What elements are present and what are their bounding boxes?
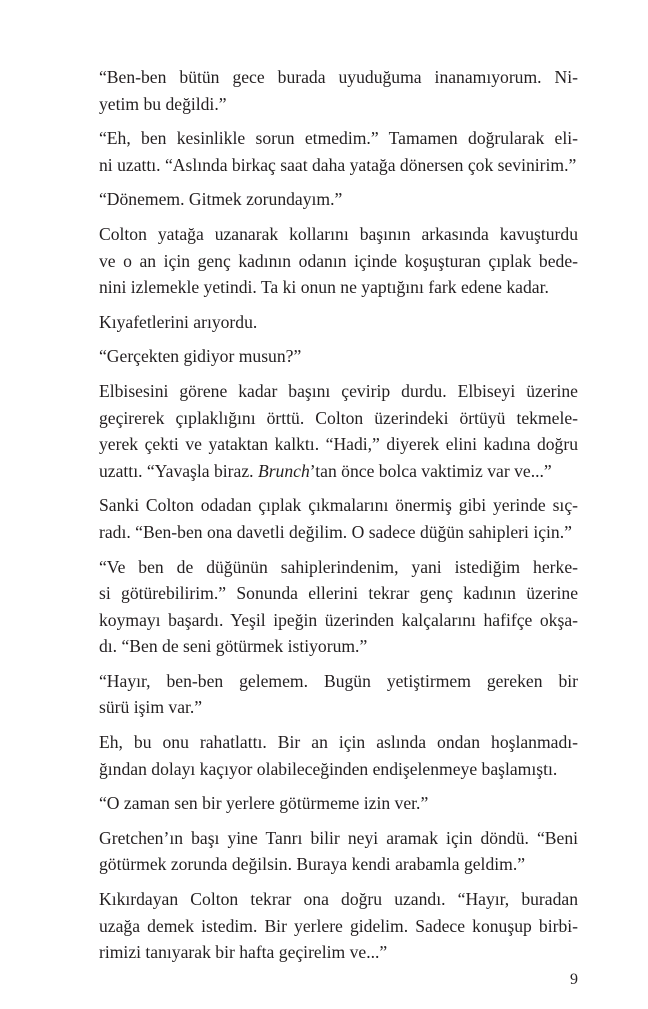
text-line: Colton yatağa uzanarak kollarını başının arkasında kavuşturdu [99, 223, 578, 244]
text-line: “Hayır, ben-ben gelemem. Bugün yetiştirmem gereken bir [99, 670, 578, 691]
text-line: Eh, bu onu rahatlattı. Bir an için aslında ondan hoşlanmadı- [99, 732, 578, 753]
text-line: “Eh, ben kesinlikle sorun etmedim.” Tamamen doğrularak eli- [99, 128, 578, 149]
paragraph [99, 668, 578, 721]
paragraph [99, 790, 578, 817]
text-line: radı. “Ben-ben ona davetli değilim. O sadece düğün sahipleri için.” [99, 521, 572, 542]
text-line: götürmek zorunda değilsin. Buraya kendi arabamla geldim.” [99, 854, 526, 875]
page-number: 9 [570, 971, 578, 988]
paragraph [99, 64, 578, 117]
paragraph [99, 729, 578, 782]
text-line: ve o an için genç kadının odanın içinde koşuşturan çıplak bede- [99, 250, 578, 271]
text-line: “Ben-ben bütün gece burada uyuduğuma inanamıyorum. Ni- [99, 67, 578, 87]
paragraph [99, 825, 578, 878]
text-line: Kıkırdayan Colton tekrar ona doğru uzandı. “Hayır, buradan [99, 889, 578, 910]
text-line: sürü işim var.” [99, 697, 203, 718]
paragraph [99, 378, 578, 484]
paragraph [99, 886, 578, 966]
text-line: nini izlemekle yetindi. Ta ki onun ne yaptığını fark edene kadar. [99, 277, 549, 298]
text-line: rimizi tanıyarak bir hafta geçirelim ve...” [99, 942, 388, 963]
text-line: “Gerçekten gidiyor musun?” [99, 346, 302, 367]
paragraph [99, 125, 578, 178]
body-text [99, 64, 578, 974]
paragraph [99, 554, 578, 660]
text-line: Kıyafetlerini arıyordu. [99, 311, 258, 332]
paragraph [99, 186, 578, 213]
text-line: Elbisesini görene kadar başını çevirip durdu. Elbiseyi üzerine [99, 380, 578, 401]
text-line: “Ve ben de düğünün sahiplerindenim, yani istediğim herke- [99, 556, 578, 577]
paragraph [99, 492, 578, 545]
text-line: koymayı başardı. Yeşil ipeğin üzerinden kalçalarını hafifçe okşa- [99, 609, 578, 630]
text-line: geçirerek çıplaklığını örttü. Colton üzerindeki örtüyü tekmele- [99, 407, 578, 428]
paragraph [99, 343, 578, 370]
text-line: si götürebilirim.” Sonunda ellerini tekrar genç kadının üzerine [99, 583, 578, 604]
text-line: “Dönemem. Gitmek zorundayım.” [99, 189, 343, 210]
paragraph [99, 309, 578, 336]
text-line: yetim bu değildi.” [99, 93, 227, 114]
text-line: uzattı. “Yavaşla biraz. Brunch’tan önce bolca vaktimiz var ve...” [99, 460, 552, 481]
text-line: Sanki Colton odadan çıplak çıkmalarını önermiş gibi yerinde sıç- [99, 495, 578, 516]
text-line: yerek çekti ve yataktan kalktı. “Hadi,” diyerek elini kadına doğru [99, 434, 578, 455]
text-line: uzağa demek istedim. Bir yerlere gidelim. Sadece konuşup birbi- [99, 915, 578, 936]
text-line: ğından dolayı kaçıyor olabileceğinden endişelenmeye başlamıştı. [99, 758, 558, 779]
text-line: ni uzattı. “Aslında birkaç saat daha yatağa dönersen çok sevinirim.” [99, 154, 577, 175]
paragraph [99, 221, 578, 301]
text-line: Gretchen’ın başı yine Tanrı bilir neyi aramak için döndü. “Beni [99, 827, 578, 848]
text-line: “O zaman sen bir yerlere götürmeme izin ver.” [99, 793, 429, 814]
text-line: dı. “Ben de seni götürmek istiyorum.” [99, 636, 368, 657]
